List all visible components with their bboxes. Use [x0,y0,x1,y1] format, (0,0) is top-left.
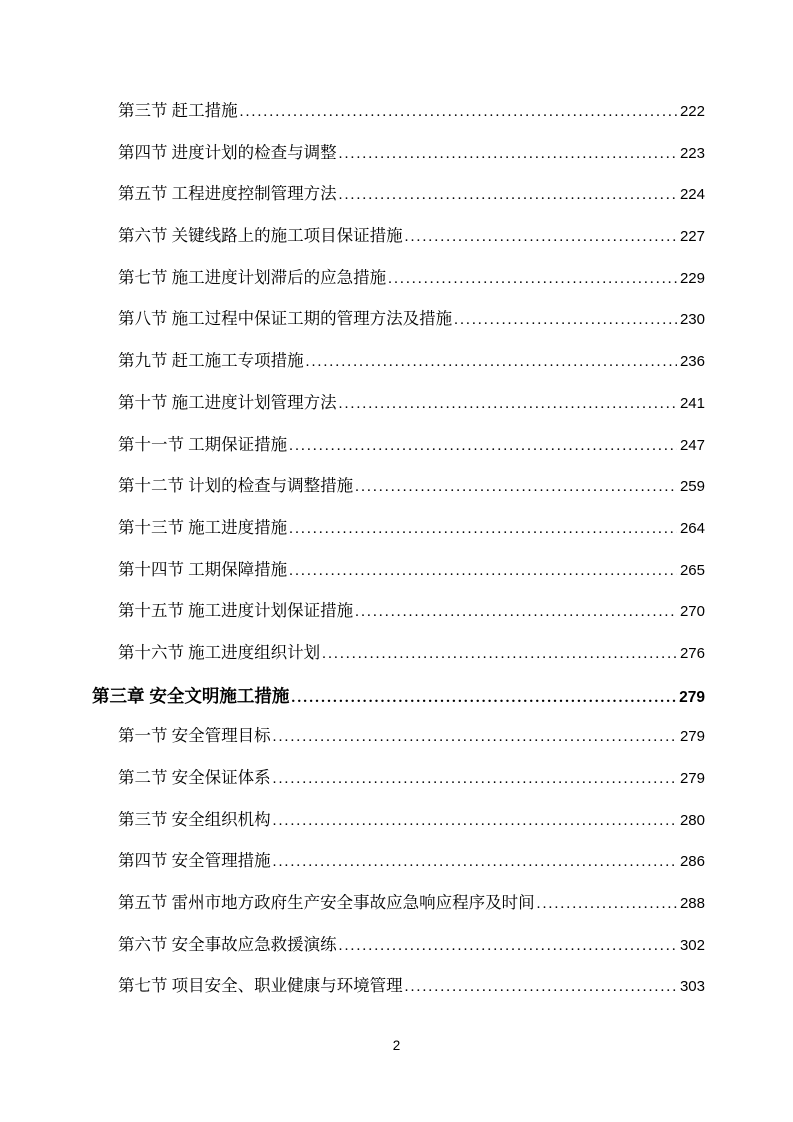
toc-entry-page: 229 [679,269,705,287]
toc-entry-title: 第十六节 施工进度组织计划 [118,642,321,662]
toc-section-entry[interactable] [92,809,705,851]
toc-entry-page: 227 [679,228,705,246]
toc-section-entry[interactable] [92,434,705,476]
toc-section-entry[interactable] [92,725,705,767]
toc-chapter-entry[interactable] [92,684,705,726]
table-of-contents [92,100,705,1017]
toc-entry-title: 第六节 关键线路上的施工项目保证措施 [118,226,403,246]
toc-leader-dots [537,892,677,915]
toc-entry-title: 第五节 雷州市地方政府生产安全事故应急响应程序及时间 [118,893,535,913]
toc-entry-page: 224 [679,186,705,204]
toc-section-entry[interactable] [92,642,705,684]
toc-leader-dots [273,809,677,832]
toc-entry-title: 第三节 安全组织机构 [118,809,271,829]
toc-leader-dots [454,308,677,331]
toc-entry-page: 280 [679,811,705,829]
toc-section-entry[interactable] [92,517,705,559]
toc-leader-dots [240,100,677,123]
toc-entry-title: 第四节 安全管理措施 [118,851,271,871]
toc-entry-page: 230 [679,311,705,329]
toc-entry-title: 第六节 安全事故应急救援演练 [118,934,337,954]
toc-entry-title: 第十节 施工进度计划管理方法 [118,392,337,412]
toc-entry-title: 第十三节 施工进度措施 [118,517,288,537]
toc-entry-title: 第一节 安全管理目标 [118,726,271,746]
footer-page-number: 2 [392,1038,401,1053]
toc-entry-page: 279 [679,728,705,746]
toc-entry-page: 236 [679,353,705,371]
toc-section-entry[interactable] [92,267,705,309]
toc-leader-dots [405,225,677,248]
toc-leader-dots [355,600,677,623]
toc-section-entry[interactable] [92,392,705,434]
toc-leader-dots [388,267,677,290]
toc-section-entry[interactable] [92,600,705,642]
toc-section-entry[interactable] [92,183,705,225]
toc-leader-dots [289,517,677,540]
toc-leader-dots [322,642,677,665]
toc-entry-title: 第十五节 施工进度计划保证措施 [118,601,354,621]
toc-section-entry[interactable] [92,350,705,392]
toc-leader-dots [405,975,677,998]
toc-section-entry[interactable] [92,892,705,934]
toc-entry-page: 241 [679,394,705,412]
toc-section-entry[interactable] [92,100,705,142]
toc-entry-page: 276 [679,644,705,662]
toc-section-entry[interactable] [92,142,705,184]
toc-section-entry[interactable] [92,225,705,267]
toc-entry-title: 第四节 进度计划的检查与调整 [118,142,337,162]
toc-entry-page: 302 [679,936,705,954]
toc-entry-page: 222 [679,103,705,120]
toc-leader-dots [355,475,677,498]
toc-entry-page: 303 [679,978,705,996]
toc-section-entry[interactable] [92,934,705,976]
toc-section-entry[interactable] [92,308,705,350]
toc-leader-dots [273,725,677,748]
toc-entry-title: 第三章 安全文明施工措施 [92,685,290,706]
toc-entry-page: 264 [679,519,705,537]
toc-entry-page: 270 [679,603,705,621]
toc-leader-dots [273,767,677,790]
toc-entry-title: 第七节 施工进度计划滞后的应急措施 [118,267,387,287]
toc-section-entry[interactable] [92,850,705,892]
toc-entry-page: 223 [679,144,705,162]
toc-entry-page: 265 [679,561,705,579]
toc-leader-dots [339,142,677,165]
toc-entry-title: 第五节 工程进度控制管理方法 [118,184,337,204]
toc-entry-page: 247 [679,436,705,454]
toc-leader-dots [306,350,677,373]
toc-leader-dots [291,684,676,710]
toc-entry-title: 第十一节 工期保证措施 [118,434,288,454]
toc-section-entry[interactable] [92,559,705,601]
toc-leader-dots [273,850,677,873]
toc-section-entry[interactable] [92,975,705,1017]
toc-leader-dots [339,934,677,957]
toc-entry-page: 279 [679,688,705,706]
toc-leader-dots [339,183,677,206]
toc-entry-title: 第七节 项目安全、职业健康与环境管理 [118,976,403,996]
toc-entry-title: 第八节 施工过程中保证工期的管理方法及措施 [118,309,453,329]
toc-entry-page: 288 [679,895,705,913]
toc-entry-page: 259 [679,478,705,496]
toc-section-entry[interactable] [92,767,705,809]
toc-entry-title: 第十四节 工期保障措施 [118,559,288,579]
toc-entry-title: 第二节 安全保证体系 [118,768,271,787]
toc-entry-page: 286 [679,853,705,871]
toc-leader-dots [289,434,677,457]
toc-entry-page: 279 [679,770,705,787]
toc-entry-title: 第九节 赶工施工专项措施 [118,351,304,371]
toc-section-entry[interactable] [92,475,705,517]
toc-entry-title: 第三节 赶工措施 [118,101,238,120]
toc-entry-title: 第十二节 计划的检查与调整措施 [118,476,354,496]
toc-leader-dots [289,559,677,582]
toc-leader-dots [339,392,677,415]
